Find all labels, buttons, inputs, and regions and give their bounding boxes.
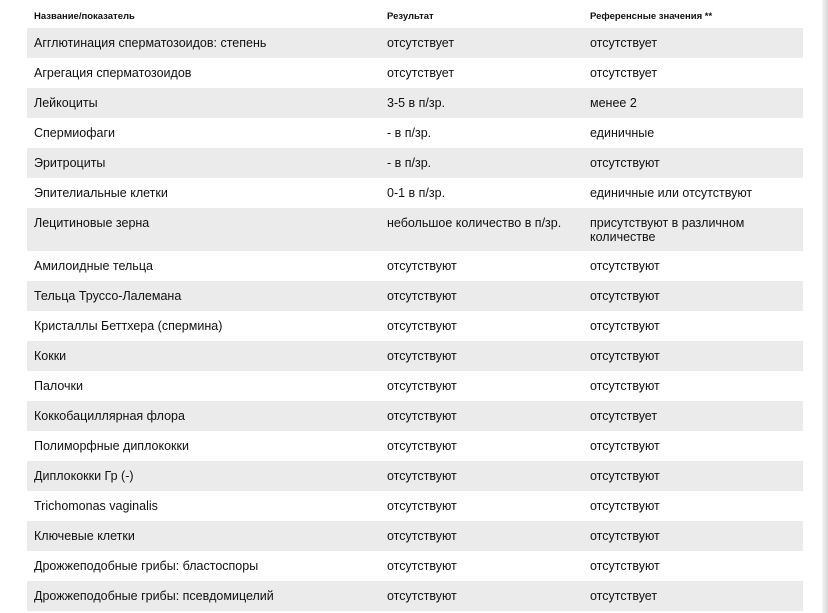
table-row [27, 491, 803, 521]
table-row [27, 208, 803, 251]
cell-name: Тельца Труссо-Лалемана [34, 289, 182, 303]
cell-reference: отсутствуют [590, 319, 660, 333]
table-row [27, 178, 803, 208]
cell-name: Амилоидные тельца [34, 259, 153, 273]
cell-name: Спермиофаги [34, 126, 116, 140]
table-row [27, 581, 803, 611]
table-row [27, 431, 803, 461]
cell-reference: отсутствует [590, 66, 658, 80]
cell-reference: отсутствует [590, 589, 658, 603]
cell-result: отсутствуют [387, 499, 457, 513]
cell-reference: отсутствуют [590, 439, 660, 453]
cell-result: отсутствуют [387, 589, 457, 603]
header-reference: Референсные значения ** [590, 11, 713, 22]
results-table [27, 28, 803, 611]
cell-reference: отсутствуют [590, 469, 660, 483]
table-row [27, 148, 803, 178]
cell-name: Диплококки Гр (-) [34, 469, 134, 483]
cell-name: Агрегация сперматозоидов [34, 66, 192, 80]
cell-name: Полиморфные диплококки [34, 439, 189, 453]
cell-result: отсутствуют [387, 559, 457, 573]
table-row [27, 461, 803, 491]
page-edge-shadow [822, 0, 828, 613]
cell-name: Дрожжеподобные грибы: бластоспоры [34, 559, 259, 573]
table-row [27, 251, 803, 281]
table-row [27, 401, 803, 431]
cell-name: Агглютинация сперматозоидов: степень [34, 36, 267, 50]
cell-reference: отсутствуют [590, 289, 660, 303]
cell-result: отсутствует [387, 36, 455, 50]
cell-name: Дрожжеподобные грибы: псевдомицелий [34, 589, 274, 603]
cell-reference: отсутствуют [590, 156, 660, 170]
cell-result: небольшое количество в п/зр. [387, 216, 562, 230]
cell-result: отсутствуют [387, 529, 457, 543]
cell-result: отсутствуют [387, 289, 457, 303]
cell-result: - в п/зр. [387, 126, 432, 140]
cell-name: Ключевые клетки [34, 529, 135, 543]
table-row [27, 521, 803, 551]
cell-reference: присутствуют в различном количестве [590, 216, 745, 244]
table-row [27, 281, 803, 311]
cell-result: отсутствуют [387, 379, 457, 393]
cell-reference: отсутствуют [590, 379, 660, 393]
cell-reference: отсутствуют [590, 259, 660, 273]
cell-reference: менее 2 [590, 96, 637, 110]
table-row [27, 551, 803, 581]
cell-reference: отсутствует [590, 36, 658, 50]
cell-reference: единичные [590, 126, 655, 140]
table-header [27, 0, 803, 28]
cell-result: отсутствуют [387, 469, 457, 483]
cell-reference: отсутствуют [590, 559, 660, 573]
table-row [27, 311, 803, 341]
cell-result: 0-1 в п/зр. [387, 186, 446, 200]
cell-name: Кристаллы Беттхера (спермина) [34, 319, 223, 333]
table-row [27, 118, 803, 148]
cell-name: Палочки [34, 379, 84, 393]
cell-reference: отсутствуют [590, 499, 660, 513]
cell-reference: отсутствуют [590, 349, 660, 363]
cell-name: Кокки [34, 349, 67, 363]
cell-result: отсутствуют [387, 439, 457, 453]
cell-name: Trichomonas vaginalis [34, 499, 158, 513]
cell-name: Коккобациллярная флора [34, 409, 185, 423]
cell-reference: единичные или отсутствуют [590, 186, 753, 200]
table-row [27, 341, 803, 371]
cell-name: Лейкоциты [34, 96, 98, 110]
cell-result: отсутствуют [387, 349, 457, 363]
table-row [27, 58, 803, 88]
cell-name: Лецитиновые зерна [34, 216, 150, 230]
cell-result: - в п/зр. [387, 156, 432, 170]
cell-name: Эритроциты [34, 156, 106, 170]
header-name: Название/показатель [34, 11, 135, 22]
table-row [27, 371, 803, 401]
cell-result: отсутствуют [387, 259, 457, 273]
cell-reference: отсутствует [590, 409, 658, 423]
cell-result: отсутствует [387, 66, 455, 80]
cell-reference: отсутствуют [590, 529, 660, 543]
cell-name: Эпителиальные клетки [34, 186, 168, 200]
cell-result: отсутствуют [387, 409, 457, 423]
cell-result: 3-5 в п/зр. [387, 96, 446, 110]
header-result: Результат [387, 11, 434, 22]
table-row [27, 88, 803, 118]
table-row [27, 28, 803, 58]
cell-result: отсутствуют [387, 319, 457, 333]
